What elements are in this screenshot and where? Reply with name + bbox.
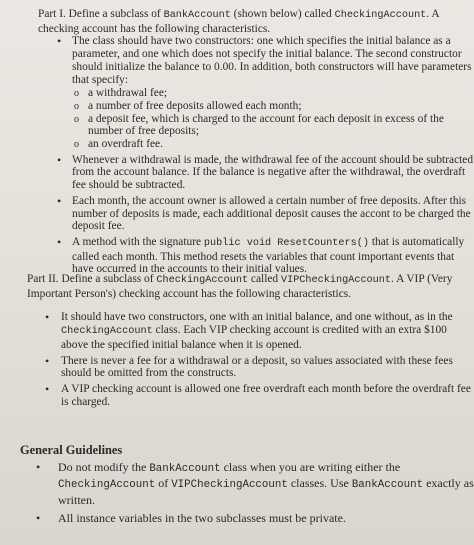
text-run: Part I. Define a subclass of: [38, 8, 164, 20]
text-run: class when you are writing either the: [220, 459, 401, 474]
code-identifier: VIPCheckingAccount: [171, 479, 288, 492]
vip-constructors-bullet: [27, 311, 474, 351]
text-run: of: [155, 476, 172, 491]
guidelines-heading: General Guidelines: [20, 443, 123, 457]
vip-no-fees-bullet: [27, 355, 474, 380]
code-identifier: CheckingAccount: [334, 10, 427, 21]
part-1-intro: [38, 8, 474, 35]
code-identifier: BankAccount: [351, 479, 424, 492]
code-identifier: BankAccount: [149, 462, 221, 475]
reset-counters-bullet: [38, 236, 474, 276]
part-2-characteristics-list: [27, 311, 474, 408]
param-item: o a withdrawal fee;: [72, 87, 474, 100]
deposits-bullet: • Each month, the account owner is allowed a certain number of free deposits. After this number of deposits is made, each additional deposit causes the accont to be charged the deposit fee.: [38, 195, 474, 233]
general-guidelines-section: [20, 443, 474, 530]
param-item: o a number of free deposits allowed each month;: [72, 100, 474, 113]
text-run: class. Each VIP checking account is credited with an extra $100 above the specified initial balance when it is opened.: [61, 324, 447, 351]
text-run: . A VIP (Very Important Person's) checking account has the following characteristics.: [27, 273, 453, 300]
guideline-item: [20, 460, 474, 508]
part-1-characteristics-list: [38, 35, 474, 276]
text-run: exactly as written.: [58, 476, 474, 507]
text-run: that is automatically called each month. This method resets the variables that count important events that have occurred in the accounts to their initial values.: [72, 235, 465, 276]
text-run: All instance variables in the two subclasses must be private.: [58, 511, 346, 526]
text-run: It should have two constructors, one with an initial balance, and one without, as in the: [61, 311, 453, 324]
text-run: (shown below) called: [230, 8, 335, 20]
constructors-text: The class should have two constructors: one which specifies the initial balance as a parameter, and one which does not specify the initial balance. The second constructor should initialize the balance to 0.00. In addition, both constructors will have parameters that specify:: [72, 35, 472, 86]
text-run: called: [248, 273, 281, 285]
code-identifier: VIPCheckingAccount: [280, 275, 392, 286]
part-2-intro: [27, 273, 474, 300]
code-identifier: CheckingAccount: [61, 326, 153, 338]
text-run: A method with the signature: [72, 235, 204, 248]
vip-overdraft-bullet: [27, 383, 474, 408]
part-1-section: [38, 8, 474, 276]
text-run: . A checking account has the following characteristics.: [38, 8, 439, 35]
text-run: classes. Use: [287, 476, 352, 491]
code-identifier: public void ResetCounters(): [203, 237, 369, 249]
code-identifier: CheckingAccount: [156, 275, 249, 286]
constructors-bullet: [38, 35, 474, 150]
text-run: A VIP checking account is allowed one free overdraft each month before the overdraft fee is charged.: [61, 382, 471, 408]
guideline-item: [20, 511, 474, 526]
code-identifier: CheckingAccount: [58, 479, 156, 492]
guidelines-list: [20, 460, 474, 526]
param-item: o a deposit fee, which is charged to the account for each deposit in excess of the number of free deposits;: [72, 113, 474, 138]
text-run: There is never a fee for a withdrawal or a deposit, so values associated with these fees should be omitted from the constructs.: [61, 354, 453, 380]
part-2-section: [27, 273, 474, 411]
withdrawal-bullet: • Whenever a withdrawal is made, the withdrawal fee of the account should be subtracted from the account balance. If the balance is negative after the withdrawal, the overdraft fee should be subtracted.: [38, 154, 474, 192]
text-run: Do not modify the: [58, 459, 150, 474]
param-item: o an overdraft fee.: [72, 138, 474, 151]
code-identifier: BankAccount: [163, 10, 231, 21]
text-run: Part II. Define a subclass of: [27, 273, 157, 285]
constructor-parameters-list: [72, 87, 474, 151]
